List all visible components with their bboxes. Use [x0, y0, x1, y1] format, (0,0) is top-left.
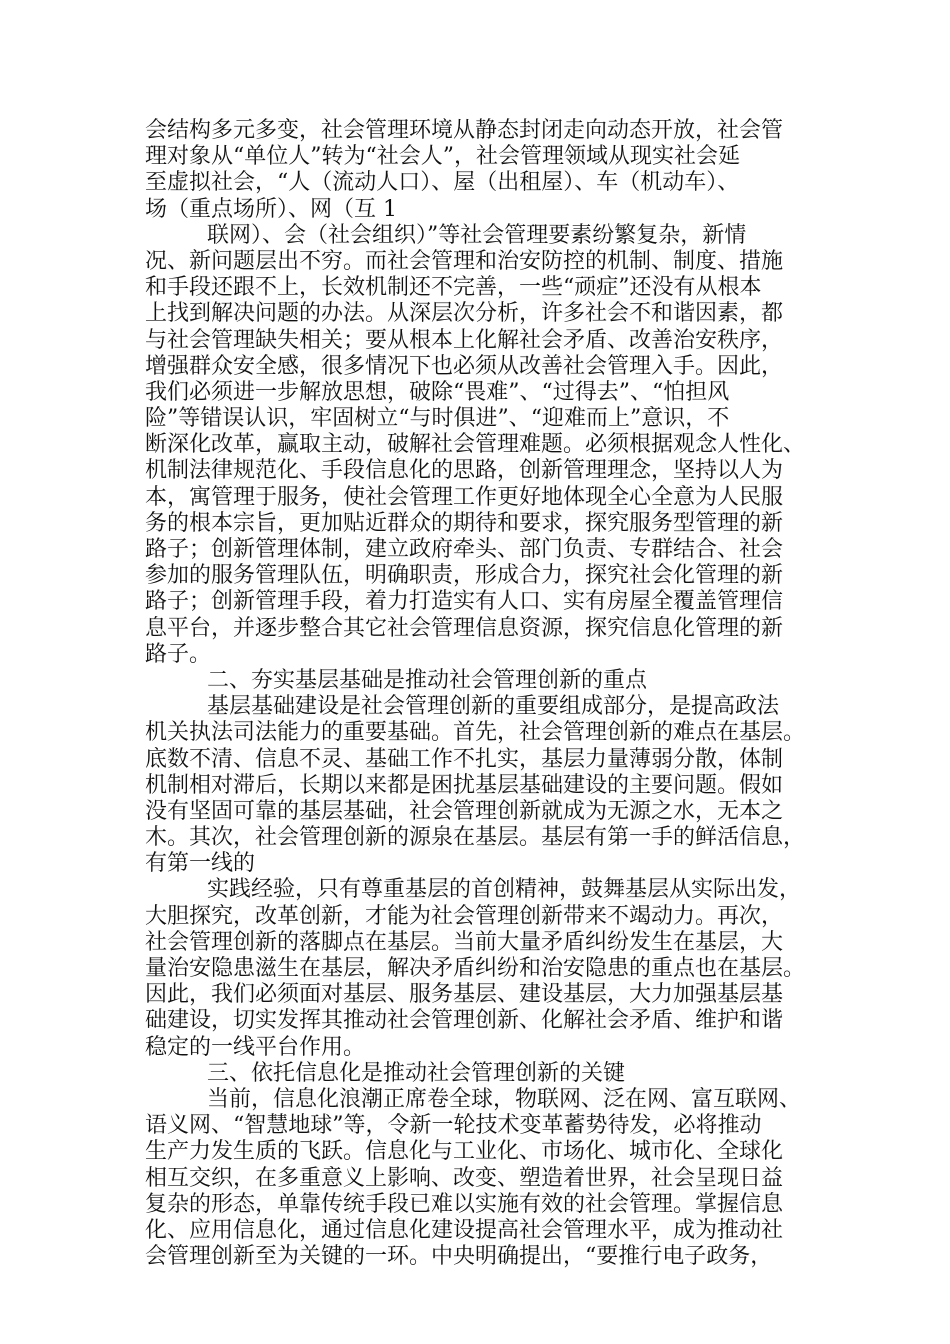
text-line: 相互交织，在多重意义上影响、改变、塑造着世界，社会呈现日益	[145, 1165, 784, 1191]
text-line: 底数不清、信息不灵、基础工作不扎实，基层力量薄弱分散，体制	[145, 746, 784, 772]
text-line: 机关执法司法能力的重要基础。首先，社会管理创新的难点在基层。	[145, 720, 806, 746]
text-line: 与社会管理缺失相关；要从根本上化解社会矛盾、改善治安秩序，	[145, 327, 784, 353]
text-line: 和手段还跟不上，长效机制还不完善，一些“顽症”还没有从根本	[145, 275, 762, 301]
text-line: 我们必须进一步解放思想，破除“畏难”、“过得去”、“怕担风	[145, 379, 730, 405]
text-line: 机制法律规范化、手段信息化的思路，创新管理理念，坚持以人为	[145, 458, 784, 484]
text-line: 大胆探究，改革创新，才能为社会管理创新带来不竭动力。再次，	[145, 903, 784, 929]
text-line: 参加的服务管理队伍，明确职责，形成合力，探究社会化管理的新	[145, 563, 784, 589]
text-line: 险”等错误认识，牢固树立“与时俱进”、“迎难而上”意识，不	[145, 406, 730, 432]
text-line: 况、新问题层出不穷。而社会管理和治安防控的机制、制度、措施	[145, 248, 784, 274]
text-line: 至虚拟社会，“人（流动人口）、屋（出租屋）、车（机动车）、	[145, 170, 740, 196]
text-line: 有第一线的	[145, 851, 256, 877]
text-line: 路子。	[145, 641, 212, 667]
text-line: 理对象从“单位人”转为“社会人”，社会管理领域从现实社会延	[145, 144, 740, 170]
document-page	[145, 118, 815, 1270]
text-line: 生产力发生质的飞跃。信息化与工业化、市场化、城市化、全球化	[145, 1139, 784, 1165]
text-line: 社会管理创新的落脚点在基层。当前大量矛盾纠纷发生在基层，大	[145, 929, 784, 955]
text-line: 息平台，并逐步整合其它社会管理信息资源，探究信息化管理的新	[145, 615, 784, 641]
text-line: 复杂的形态，单靠传统手段已难以实施有效的社会管理。掌握信息	[145, 1191, 784, 1217]
text-line: 没有坚固可靠的基层基础，社会管理创新就成为无源之水，无本之	[145, 798, 784, 824]
text-line: 本，寓管理于服务，使社会管理工作更好地体现全心全意为人民服	[145, 484, 784, 510]
text-line: 量治安隐患滋生在基层，解决矛盾纠纷和治安隐患的重点也在基层。	[145, 956, 806, 981]
text-line: 会结构多元多变，社会管理环境从静态封闭走向动态开放，社会管	[145, 118, 784, 143]
text-line: 路子；创新管理体制，建立政府牵头、部门负责、专群结合、社会	[145, 537, 784, 562]
text-line: 断深化改革，赢取主动，破解社会管理难题。必须根据观念人性化、	[145, 432, 806, 458]
text-line: 机制相对滞后，长期以来都是困扰基层基础建设的主要问题。假如	[145, 772, 784, 798]
text-line: 基层基础建设是社会管理创新的重要组成部分，是提高政法	[207, 694, 780, 720]
text-line: 当前，信息化浪潮正席卷全球，物联网、泛在网、富互联网、	[207, 1086, 802, 1112]
text-line: 木。其次，社会管理创新的源泉在基层。基层有第一手的鲜活信息，	[145, 825, 806, 851]
text-line: 场（重点场所）、网（互 1	[145, 196, 397, 222]
text-line: 务的根本宗旨，更加贴近群众的期待和要求，探究服务型管理的新	[145, 510, 784, 536]
text-line: 会管理创新至为关键的一环。中央明确提出，“要推行电子政务，	[145, 1244, 773, 1270]
text-line: 础建设，切实发挥其推动社会管理创新、化解社会矛盾、维护和谐	[145, 1008, 784, 1034]
text-line: 稳定的一线平台作用。	[145, 1034, 366, 1060]
text-line: 联网）、会（社会组织）”等社会管理要素纷繁复杂，新情	[207, 222, 747, 248]
text-line: 三、依托信息化是推动社会管理创新的关键	[207, 1060, 626, 1086]
text-line: 上找到解决问题的办法。从深层次分析，许多社会不和谐因素，都	[145, 301, 784, 327]
text-line: 因此，我们必须面对基层、服务基层、建设基层，大力加强基层基	[145, 982, 784, 1008]
text-line: 增强群众安全感，很多情况下也必须从改善社会管理入手。因此，	[145, 353, 784, 379]
text-line: 语义网、“智慧地球”等，令新一轮技术变革蓄势待发，必将推动	[145, 1113, 762, 1139]
text-line: 化、应用信息化，通过信息化建设提高社会管理水平，成为推动社	[145, 1217, 784, 1243]
text-line: 二、夯实基层基础是推动社会管理创新的重点	[207, 667, 648, 693]
text-line: 路子；创新管理手段，着力打造实有人口、实有房屋全覆盖管理信	[145, 589, 784, 615]
text-line: 实践经验，只有尊重基层的首创精神，鼓舞基层从实际出发，	[207, 877, 802, 903]
